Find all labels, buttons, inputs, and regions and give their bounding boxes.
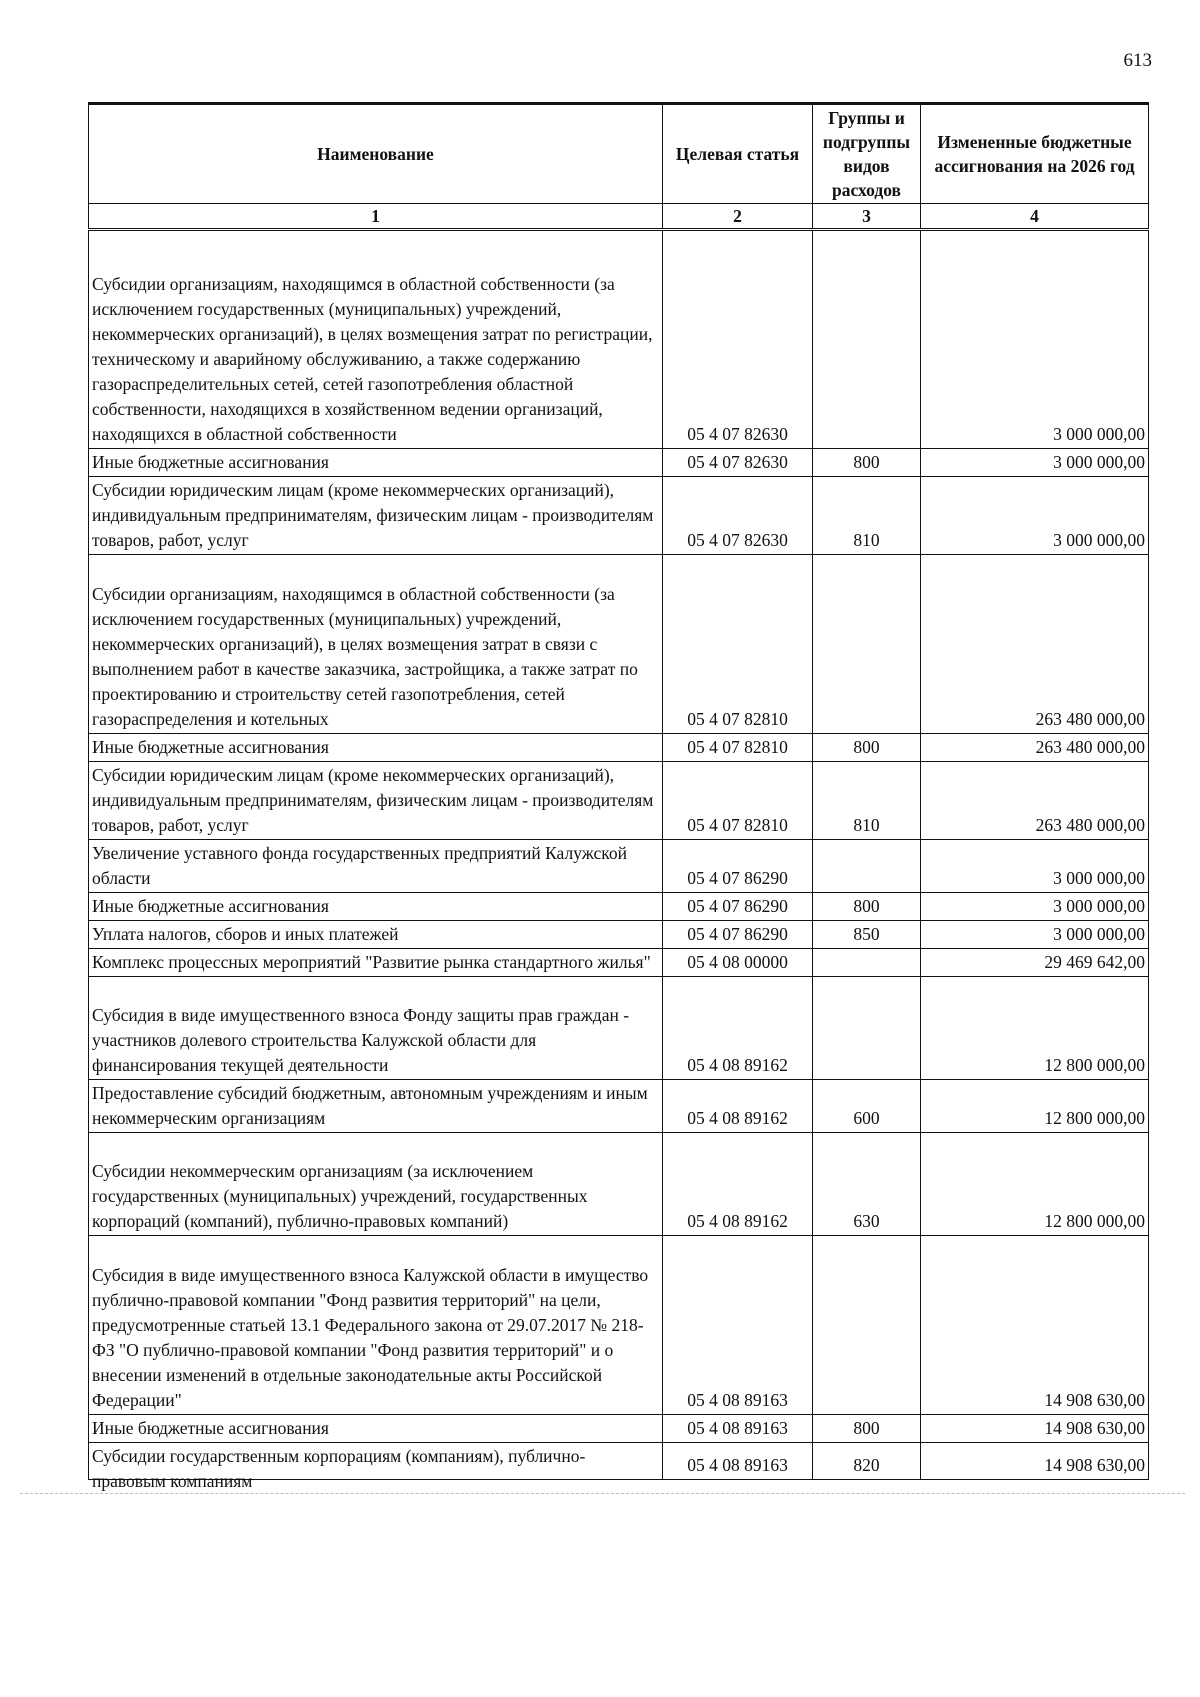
row-name: Субсидии юридическим лицам (кроме некоммерческих организаций), индивидуальным предпринимателям, физическим лицам - производителям товаров, работ, услуг (89, 477, 663, 555)
row-name: Увеличение уставного фонда государственных предприятий Калужской области (89, 840, 663, 893)
header-expense-groups: Группы и подгруппы видов расходов (813, 104, 921, 204)
row-expense-group: 630 (813, 1133, 921, 1236)
row-expense-group: 810 (813, 762, 921, 840)
row-target-article: 05 4 07 86290 (663, 921, 813, 949)
row-amount: 3 000 000,00 (921, 893, 1149, 921)
table-row (89, 949, 1149, 977)
row-expense-group (813, 840, 921, 893)
column-number: 3 (813, 204, 921, 230)
row-name: Иные бюджетные ассигнования (89, 734, 663, 762)
row-amount: 3 000 000,00 (921, 449, 1149, 477)
row-amount: 14 908 630,00 (921, 1415, 1149, 1443)
truncated-row-name (92, 1444, 659, 1491)
row-amount: 263 480 000,00 (921, 734, 1149, 762)
row-target-article: 05 4 07 82630 (663, 230, 813, 449)
row-name: Субсидия в виде имущественного взноса Калужской области в имущество публично-правовой компании "Фонд развития территорий" на цели, предусмотренные статьей 13.1 Федерального закона от 29.07.2017 № 218-ФЗ "О публично-правовой компании "Фонд развития территорий" и о внесении изменений в отдельные законодательные акты Российской Федерации" (89, 1236, 663, 1415)
table-row (89, 734, 1149, 762)
row-target-article: 05 4 07 82630 (663, 477, 813, 555)
table-row (89, 762, 1149, 840)
row-expense-group (813, 949, 921, 977)
table-row (89, 555, 1149, 734)
scan-artifact-line (20, 1493, 1185, 1494)
row-expense-group (813, 555, 921, 734)
row-expense-group: 850 (813, 921, 921, 949)
row-expense-group: 800 (813, 1415, 921, 1443)
row-amount: 14 908 630,00 (921, 1443, 1149, 1480)
row-expense-group: 810 (813, 477, 921, 555)
row-target-article: 05 4 07 82630 (663, 449, 813, 477)
row-target-article: 05 4 07 86290 (663, 893, 813, 921)
table-row (89, 840, 1149, 893)
row-expense-group: 800 (813, 449, 921, 477)
row-expense-group (813, 230, 921, 449)
row-expense-group: 800 (813, 893, 921, 921)
row-name: Уплата налогов, сборов и иных платежей (89, 921, 663, 949)
table-row (89, 1415, 1149, 1443)
row-name: Субсидии государственным корпорациям (компаниям), публично-правовым компаниям (92, 1446, 586, 1491)
row-name: Субсидия в виде имущественного взноса Фонду защиты прав граждан - участников долевого строительства Калужской области для финансирования текущей деятельности (89, 977, 663, 1080)
row-target-article: 05 4 08 89163 (663, 1443, 813, 1480)
row-amount: 3 000 000,00 (921, 230, 1149, 449)
row-amount: 263 480 000,00 (921, 762, 1149, 840)
row-amount: 263 480 000,00 (921, 555, 1149, 734)
row-name: Иные бюджетные ассигнования (89, 893, 663, 921)
row-target-article: 05 4 07 82810 (663, 555, 813, 734)
row-target-article: 05 4 07 82810 (663, 734, 813, 762)
row-target-article: 05 4 08 00000 (663, 949, 813, 977)
table-row (89, 477, 1149, 555)
row-target-article: 05 4 08 89163 (663, 1415, 813, 1443)
page-number: 613 (1123, 50, 1152, 71)
table-header-row (89, 104, 1149, 204)
table-row (89, 449, 1149, 477)
column-number: 4 (921, 204, 1149, 230)
row-target-article: 05 4 08 89163 (663, 1236, 813, 1415)
row-target-article: 05 4 07 86290 (663, 840, 813, 893)
row-name: Иные бюджетные ассигнования (89, 449, 663, 477)
column-number: 1 (89, 204, 663, 230)
header-target-article: Целевая статья (663, 104, 813, 204)
row-amount: 12 800 000,00 (921, 977, 1149, 1080)
row-amount: 12 800 000,00 (921, 1080, 1149, 1133)
row-expense-group: 600 (813, 1080, 921, 1133)
row-amount: 14 908 630,00 (921, 1236, 1149, 1415)
row-name: Субсидии организациям, находящимся в областной собственности (за исключением государственных (муниципальных) учреждений, некоммерческих организаций), в целях возмещения затрат по регистрации, техническому и аварийному обслуживанию, а также содержанию газораспределительных сетей, сетей газопотребления областной собственности, находящихся в хозяйственном ведении организаций, находящихся в областной собственности (89, 230, 663, 449)
row-expense-group: 820 (813, 1443, 921, 1480)
row-amount: 3 000 000,00 (921, 840, 1149, 893)
row-expense-group (813, 1236, 921, 1415)
row-amount: 12 800 000,00 (921, 1133, 1149, 1236)
header-name: Наименование (89, 104, 663, 204)
row-name: Субсидии юридическим лицам (кроме некоммерческих организаций), индивидуальным предпринимателям, физическим лицам - производителям товаров, работ, услуг (89, 762, 663, 840)
row-name: Предоставление субсидий бюджетным, автономным учреждениям и иным некоммерческим организациям (89, 1080, 663, 1133)
table-row (89, 1080, 1149, 1133)
row-amount: 3 000 000,00 (921, 921, 1149, 949)
budget-allocation-table (88, 102, 1149, 1491)
row-name: Иные бюджетные ассигнования (89, 1415, 663, 1443)
row-amount: 3 000 000,00 (921, 477, 1149, 555)
row-expense-group: 800 (813, 734, 921, 762)
table-row (89, 977, 1149, 1080)
table-row (89, 1133, 1149, 1236)
column-number: 2 (663, 204, 813, 230)
row-target-article: 05 4 08 89162 (663, 1080, 813, 1133)
row-name-cell (89, 1443, 663, 1491)
table-row (89, 1443, 1149, 1480)
header-amended-allocations: Измененные бюджетные ассигнования на 2026 год (921, 104, 1149, 204)
row-target-article: 05 4 08 89162 (663, 1133, 813, 1236)
row-target-article: 05 4 07 82810 (663, 762, 813, 840)
table-row (89, 921, 1149, 949)
row-target-article: 05 4 08 89162 (663, 977, 813, 1080)
table-row (89, 893, 1149, 921)
row-amount: 29 469 642,00 (921, 949, 1149, 977)
row-expense-group (813, 977, 921, 1080)
row-name: Субсидии организациям, находящимся в областной собственности (за исключением государственных (муниципальных) учреждений, некоммерческих организаций), в целях возмещения затрат в связи с выполнением работ в качестве заказчика, застройщика, а также затрат по проектированию и строительству сетей газопотребления, сетей газораспределения и котельных (89, 555, 663, 734)
row-name: Комплекс процессных мероприятий "Развитие рынка стандартного жилья" (89, 949, 663, 977)
table-row (89, 1236, 1149, 1415)
row-name: Субсидии некоммерческим организациям (за исключением государственных (муниципальных) учреждений, государственных корпораций (компаний), публично-правовых компаний) (89, 1133, 663, 1236)
table-row (89, 230, 1149, 449)
column-number-row (89, 204, 1149, 230)
